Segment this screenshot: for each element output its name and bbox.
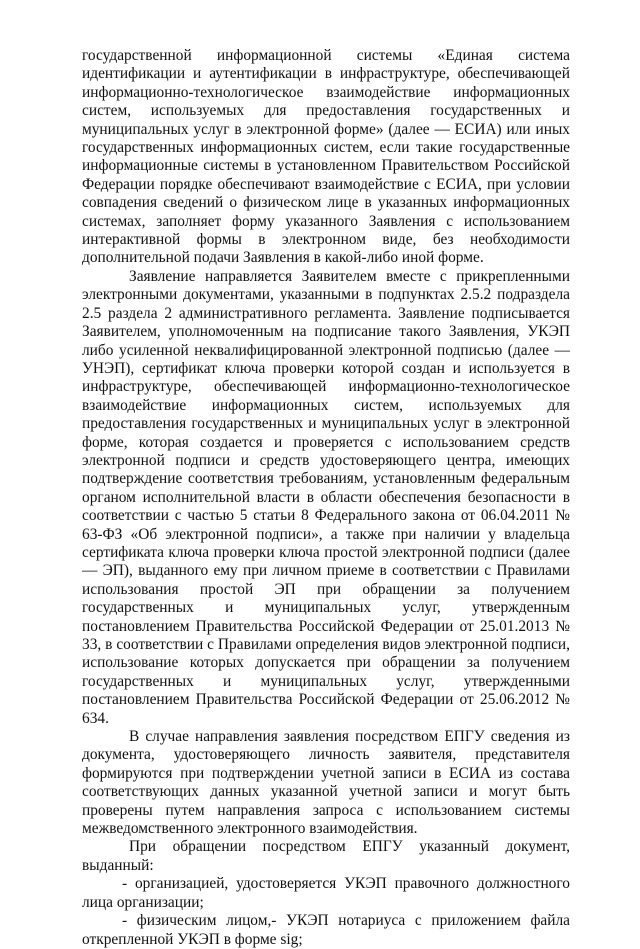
paragraph-document-issued-by: При обращении посредством ЕПГУ указанный документ, выданный: xyxy=(82,838,570,874)
paragraph-application-signing: Заявление направляется Заявителем вместе с прикрепленными электронными документами, указанными в подпунктах 2.5.2 подраздела 2.5 раздела 2 административного регламента. Заявление подписывается Заявителем, уполномоченным на подписание такого Заявления, УКЭП либо усиленной неквалифицированной электронной подписью (далее — УНЭП), сертификат ключа проверки которой создан и используется в инфраструктуре, обеспечивающей информационно-технологическое взаимодействие информационных систем, используемых для предоставления государственных и муниципальных услуг в электронной форме, которая создается и проверяется с использованием средств электронной подписи и средств удостоверяющего центра, имеющих подтверждение соответствия требованиям, установленным федеральным органом исполнительной власти в области обеспечения безопасности в соответствии с частью 5 статьи 8 Федерального закона от 06.04.2011 № 63-ФЗ «Об электронной подписи», а также при наличии у владельца сертификата ключа проверки ключа простой электронной подписи (далее — ЭП), выданного ему при личном приеме в соответствии с Правилами использования простой ЭП при обращении за получением государственных и муниципальных услуг, утвержденным постановлением Правительства Российской Федерации от 25.01.2013 № 33, в соответствии с Правилами определения видов электронной подписи, использование которых допускается при обращении за получением государственных и муниципальных услуг, утвержденными постановлением Правительства Российской Федерации от 25.06.2012 № 634. xyxy=(82,267,570,727)
paragraph-esia-condition: государственной информационной системы «Единая система идентификации и аутентификации в инфраструктуре, обеспечивающей информационно-технологическое взаимодействие информационных систем, используемых для предоставления государственных и муниципальных услуг в электронной форме» (далее — ЕСИА) или иных государственных информационных систем, если такие государственные информационные системы в установленном Правительством Российской Федерации порядке обеспечивают взаимодействие с ЕСИА, при условии совпадения сведений о физическом лице в указанных информационных системах, заполняет форму указанного Заявления с использованием интерактивной формы в электронном виде, без необходимости дополнительной подачи Заявления в какой-либо иной форме. xyxy=(82,47,570,267)
list-item-individual: - физическим лицом,- УКЭП нотариуса с приложением файла открепленной УКЭП в форме sig; xyxy=(82,912,570,948)
list-item-organization: - организацией, удостоверяется УКЭП правочного должностного лица организации; xyxy=(82,875,570,911)
document-page xyxy=(82,47,570,949)
paragraph-identity-document-info: В случае направления заявления посредством ЕПГУ сведения из документа, удостоверяющего личность заявителя, представителя формируются при подтверждении учетной записи в ЕСИА из состава соответствующих данных указанной учетной записи и могут быть проверены путем направления запроса с использованием системы межведомственного электронного взаимодействия. xyxy=(82,728,570,838)
